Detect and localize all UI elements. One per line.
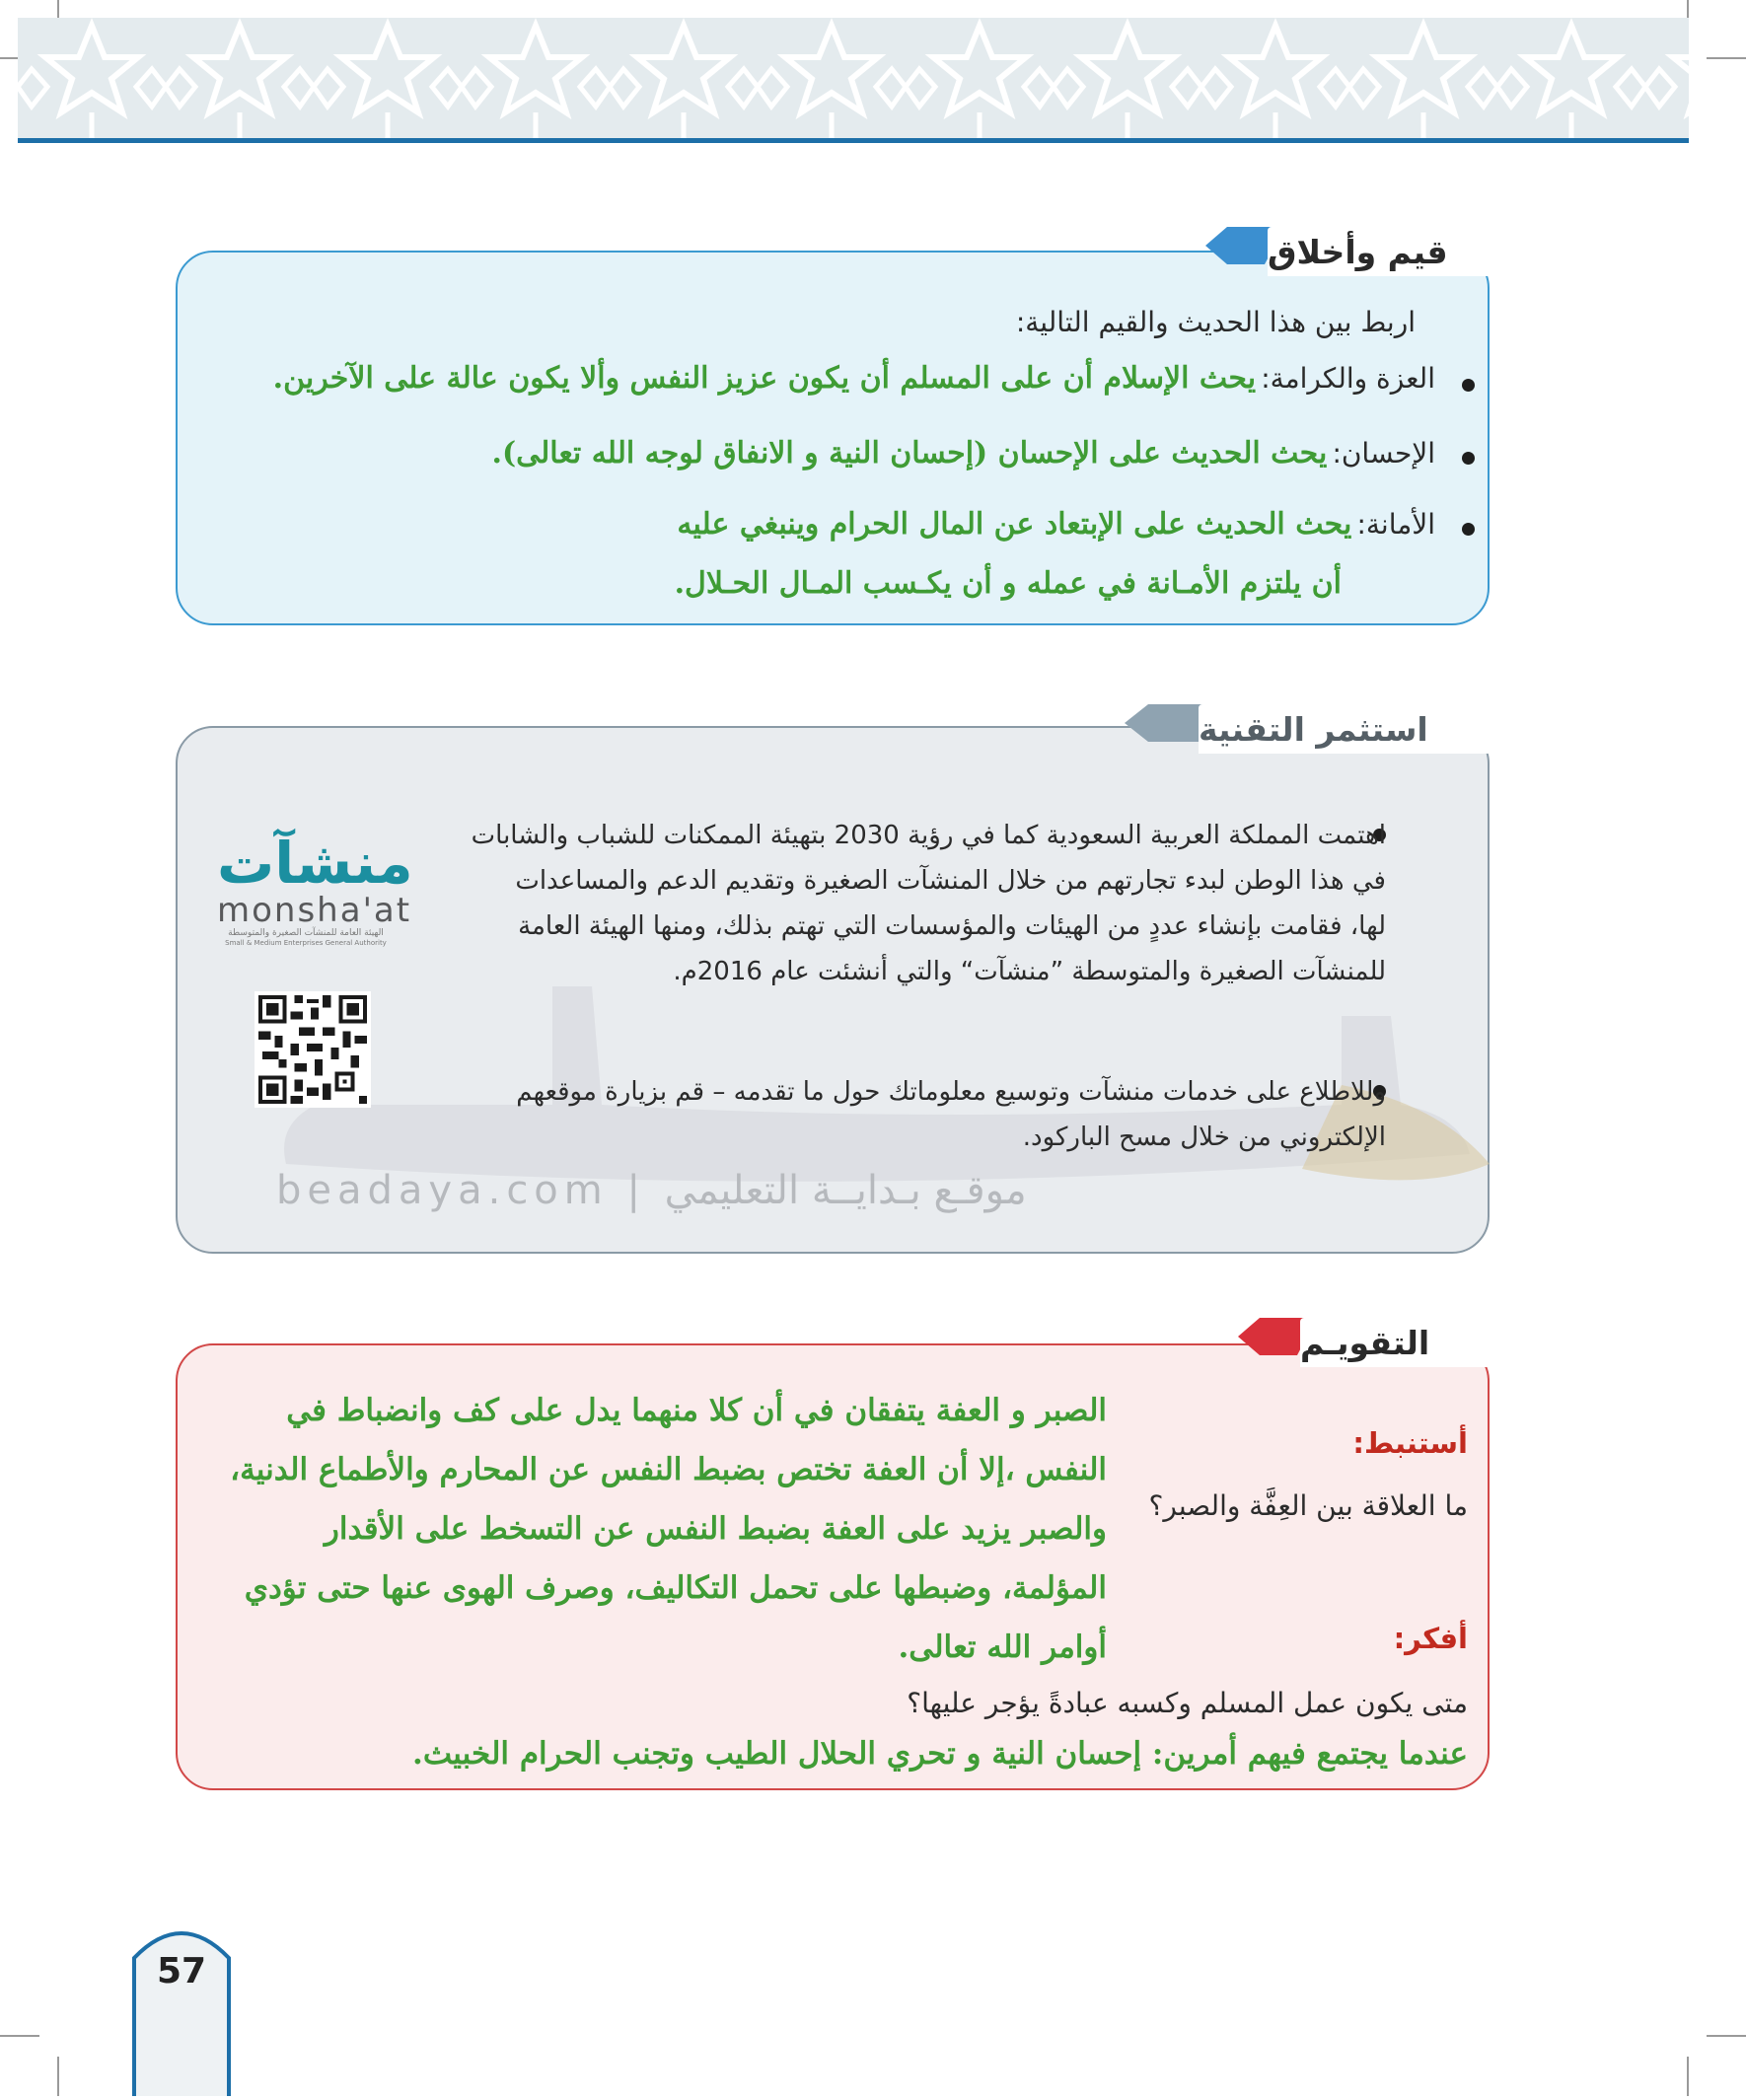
- values-intro: اربط بين هذا الحديث والقيم التالية:: [1015, 306, 1416, 338]
- logo-subtitle-en: Small & Medium Enterprises General Authority: [225, 939, 387, 947]
- crop-mark: [1687, 2057, 1689, 2096]
- crop-mark: [0, 2035, 39, 2037]
- values-item-label: الأمانة:: [1356, 508, 1435, 541]
- values-item-dignity: [273, 361, 1435, 396]
- bullet: [1462, 523, 1475, 536]
- tech-line: للمنشآت الصغيرة والمتوسطة ”منشآت“ والتي أنشئت عام 2016م.: [673, 957, 1386, 986]
- tech-line: اهتمت المملكة العربية السعودية كما في رؤية 2030 بتهيئة الممكنات للشباب والشابات: [471, 821, 1386, 850]
- values-item-label: العزة والكرامة:: [1261, 362, 1435, 395]
- qr-code[interactable]: [255, 991, 371, 1108]
- tech-line: لها، فقامت بإنشاء عددٍ من الهيئات والمؤسسات التي تهتم بذلك، ومنها الهيئة العامة: [518, 911, 1386, 941]
- q1-label: أستنبط:: [1352, 1426, 1468, 1460]
- header-ornament: [18, 18, 1689, 138]
- tech-line: الإلكتروني من خلال مسح الباركود.: [1022, 1122, 1386, 1152]
- crop-mark: [1707, 2035, 1746, 2037]
- values-item-answer: يحث الحديث على الإبتعاد عن المال الحرام وينبغي عليه: [677, 507, 1352, 542]
- tech-section-title: استثمر التقنية: [1199, 704, 1490, 754]
- tech-paragraph-2: [439, 1069, 1386, 1160]
- crop-mark: [1707, 57, 1746, 59]
- header-rule: [18, 138, 1689, 143]
- answer-line: النفس ،إلا أن العفة تختص بضبط النفس عن المحارم والأطماع الدنية،: [230, 1452, 1107, 1487]
- values-item-ihsan: [492, 436, 1435, 471]
- values-item-answer: يحث الإسلام أن على المسلم أن يكون عزيز النفس وألا يكون عالة على الآخرين.: [272, 361, 1257, 396]
- page-number-tab: [132, 1914, 231, 2096]
- eval-section-title: التقويـم: [1300, 1318, 1490, 1367]
- logo-subtitle-ar: الهيئة العامة للمنشآت الصغيرة والمتوسطة: [228, 928, 384, 938]
- logo-arabic: منشآت: [217, 830, 413, 897]
- values-item-answer-continued: أن يلتزم الأمـانة في عمله و أن يكـسب المـال الحـلال.: [674, 566, 1342, 601]
- values-item-answer: يحث الحديث على الإحسان (إحسان النية و الانفاق لوجه الله تعالى).: [491, 436, 1328, 471]
- tech-line: وللاطلاع على خدمات منشآت وتوسيع معلوماتك حول ما تقدمه – قم بزيارة موقعهم: [516, 1077, 1386, 1107]
- q2-label: أفكر:: [1393, 1622, 1468, 1655]
- values-item-amanah: [677, 507, 1435, 542]
- bullet: [1462, 379, 1475, 392]
- values-item-label: الإحسان:: [1332, 437, 1435, 470]
- answer-line: الصبر و العفة يتفقان في أن كلا منهما يدل على كف وانضباط في: [286, 1393, 1107, 1428]
- q1-answer: [180, 1381, 1107, 1677]
- q1-text: ما العلاقة بين العِفَّة والصبر؟: [1148, 1489, 1468, 1522]
- bullet: [1462, 452, 1475, 465]
- answer-line: أوامر الله تعالى.: [898, 1629, 1107, 1665]
- logo-latin: monsha'at: [217, 891, 412, 930]
- monshaat-logo: [217, 830, 413, 948]
- tech-line: في هذا الوطن لبدء تجارتهم من خلال المنشآت الصغيرة وتقديم الدعم والمساعدات: [515, 866, 1386, 896]
- answer-line: المؤلمة، وضبطها على تحمل التكاليف، وصرف الهوى عنها حتى تؤدي: [244, 1570, 1107, 1606]
- crop-mark: [57, 2057, 59, 2096]
- watermark-text: beadaya.com | موقـع بـدايــة التعليمي: [276, 1168, 1027, 1213]
- tech-paragraph-1: [439, 813, 1386, 994]
- q2-answer: عندما يجتمع فيهم أمرين: إحسان النية و تحري الحلال الطيب وتجنب الحرام الخبيث.: [412, 1736, 1468, 1772]
- answer-line: والصبر يزيد على العفة بضبط النفس عن التسخط على الأقدار: [324, 1511, 1107, 1547]
- q2-text: متى يكون عمل المسلم وكسبه عبادةً يؤجر عليها؟: [907, 1687, 1468, 1719]
- values-section-title: قيم وأخلاق: [1268, 227, 1490, 276]
- page-number: 57: [156, 1951, 207, 1991]
